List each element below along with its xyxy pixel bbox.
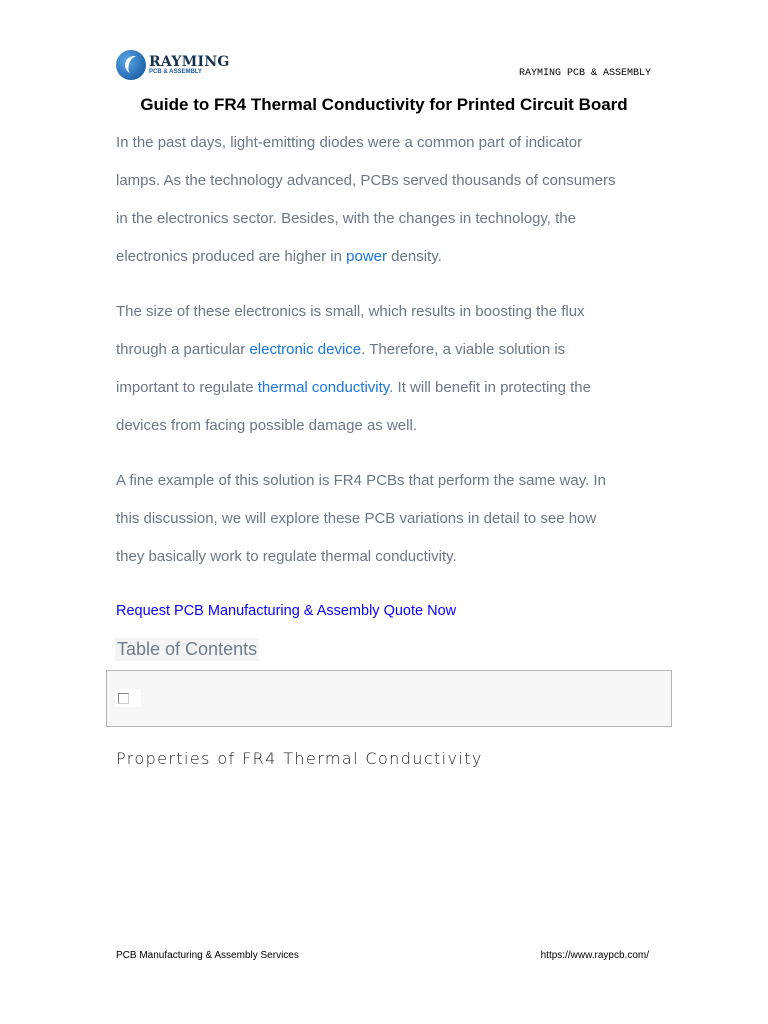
inline-link[interactable]: power: [346, 248, 387, 265]
paragraph-line: [116, 303, 585, 320]
rayming-logo: [116, 50, 230, 80]
paragraph-line: [116, 472, 606, 489]
toc-toggle-button[interactable]: [115, 689, 141, 707]
text-segment: In the past days, light-emitting diodes were a common part of indicator: [116, 134, 583, 151]
text-segment: this discussion, we will explore these PCB variations in detail to see how: [116, 510, 597, 527]
text-segment: devices from facing possible damage as well.: [116, 417, 417, 434]
paragraph-line: [116, 172, 615, 189]
text-segment: they basically work to regulate thermal conductivity.: [116, 548, 457, 565]
inline-link[interactable]: electronic device: [249, 341, 362, 358]
paragraph-line: [116, 210, 576, 227]
footer-url: https://www.raypcb.com/: [540, 950, 649, 961]
checkbox-icon: [118, 693, 129, 704]
toc-box: [106, 670, 672, 727]
paragraph-line: [116, 248, 442, 265]
header-company-name: RAYMING PCB & ASSEMBLY: [518, 68, 651, 79]
text-segment: The size of these electronics is small, which results in boosting the flux: [116, 303, 585, 320]
paragraph-line: [116, 379, 591, 396]
text-segment: A fine example of this solution is FR4 PCBs that perform the same way. In: [116, 472, 606, 489]
text-segment: through a particular: [116, 341, 250, 358]
text-segment: . It will benefit in protecting the: [389, 379, 591, 396]
paragraph-line: [116, 134, 582, 151]
logo-main-text: RAYMING: [149, 54, 230, 70]
paragraph-line: [116, 417, 417, 434]
text-segment: electronics produced are higher in: [116, 248, 347, 265]
paragraph-line: [116, 341, 565, 358]
text-segment: density.: [387, 248, 442, 265]
toc-title: Table of Contents: [117, 639, 258, 659]
inline-link[interactable]: thermal conductivity: [257, 379, 390, 396]
text-segment: in the electronics sector. Besides, with the changes in technology, the: [116, 210, 576, 227]
logo-mark-icon: [116, 50, 146, 80]
section-heading: Properties of FR4 Thermal Conductivity: [116, 749, 483, 768]
request-quote-link[interactable]: Request PCB Manufacturing & Assembly Quote Now: [116, 603, 457, 619]
page-title: Guide to FR4 Thermal Conductivity for Printed Circuit Board: [140, 95, 628, 114]
text-segment: . Therefore, a viable solution is: [361, 341, 566, 358]
paragraph-line: [116, 510, 596, 527]
footer-left-text: PCB Manufacturing & Assembly Services: [116, 950, 299, 961]
text-segment: lamps. As the technology advanced, PCBs served thousands of consumers: [116, 172, 616, 189]
logo-sub-text: PCB & ASSEMBLY: [149, 69, 202, 75]
text-segment: important to regulate: [116, 379, 258, 396]
paragraph-line: [116, 548, 457, 565]
